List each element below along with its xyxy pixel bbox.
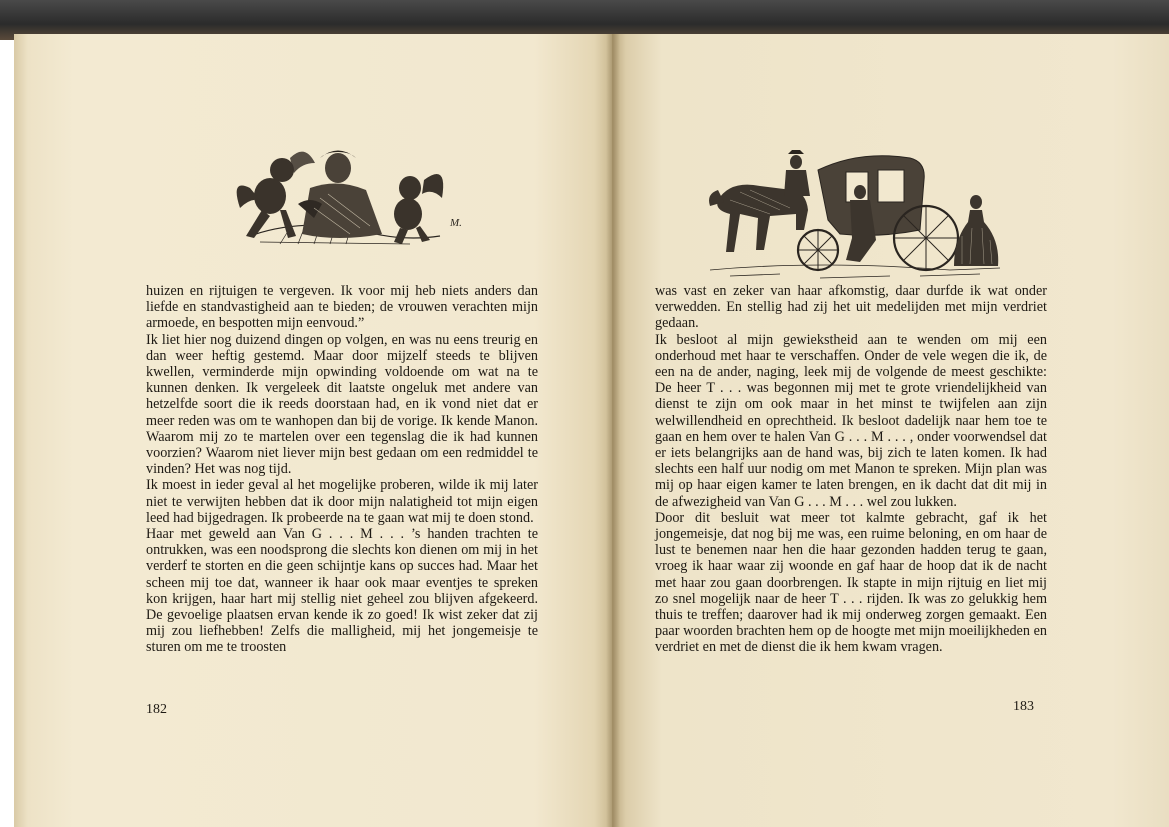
cherubs-illustration [210, 118, 490, 248]
left-paragraph-3: Ik moest in ieder geval al het mogelijke proberen, wilde ik mij later niet te verwijten hebben dat ik door mijn nalatigheid tot mijn eigen leed had bijgedragen. Ik probeerde na te gaan wat mij te doen stond. [146, 477, 538, 526]
right-paragraph-1: was vast en zeker van haar afkomstig, daar durfde ik wat onder verwedden. En stellig had zij het uit medelijden met mijn verdriet gedaan. [655, 283, 1047, 332]
page-number-right: 183 [1013, 699, 1034, 714]
illustration-signature: M. [450, 217, 462, 229]
book-gutter [606, 34, 620, 827]
left-page-text [146, 283, 538, 656]
left-paragraph-4: Haar met geweld aan Van G . . . M . . . ’s handen trachten te ontrukken, was een noodsprong die slechts kon dienen om mij in het verderf te storten en die geen schijntje kans op succes had. Maar het scheen mij toe dat, wanneer ik haar ook maar eventjes te spreken kon krijgen, haar hart mij stellig niet geheel zou blijven afgekeerd. De gevoelige plaatsen ervan kende ik zo goed! Ik wist zeker dat zij mij zou liefhebben! Zelfs die malligheid, mij het jongemeisje te sturen om me te troosten [146, 526, 538, 656]
right-paragraph-3: Door dit besluit wat meer tot kalmte gebracht, gaf ik het jongemeisje, dat nog bij me was, een ruime beloning, en om haar de lust te benemen naar hen die haar gezonden hadden terug te gaan, vroeg ik haar waar zij woonde en gaf haar de hoop dat ik de nacht met haar zou gaan doorbrengen. Ik stapte in mijn rijtuig en liet mij zo snel mogelijk naar de heer T . . . rijden. Ik was zo gelukkig hem thuis te treffen; daarover had ik mij onderweg zorgen gemaakt. Een paar woorden brachten hem op de hoogte met mijn moeilijkheden en verdriet en met de dienst die ik hem kwam vragen. [655, 509, 1047, 656]
page-number-left: 182 [146, 702, 167, 717]
left-paragraph-1: huizen en rijtuigen te vergeven. Ik voor mij heb niets anders dan liefde en standvastigheid aan te bieden; de vrouwen verachten mijn armoede, en bespotten mijn eenvoud.” [146, 283, 538, 332]
right-paragraph-2: Ik besloot al mijn gewiekstheid aan te wenden om mij een onderhoud met haar te verschaffen. Onder de vele wegen die ik, de een na de ander, naging, leek mij de volgende de meest geschikte: De heer T . . . was begonnen mij met te grote vriendelijkheid van dienst te zijn om ook maar in het minst te twijfelen aan zijn welwillendheid en oprechtheid. Ik besloot dadelijk naar hem toe te gaan en hem over te halen Van G . . . M . . . , onder voorwendsel dat er iets belangrijks aan de hand was, bij zich te laten komen. Ik had slechts een half uur nodig om met Manon te spreken. Mijn plan was mij op haar eigen kamer te laten brengen, en ik dacht dat dit mij in de afwezigheid van Van G . . . M . . . wel zou lukken. [655, 331, 1047, 510]
left-paragraph-2: Ik liet hier nog duizend dingen op volgen, en was nu eens treurig en dan weer heftig gestemd. Maar door mijzelf steeds te blijven kwellen, verminderde mijn opwinding voldoende om wat na te kunnen denken. Ik vergeleek dit laatste ongeluk met andere van hetzelfde soort die ik reeds doorstaan had, en ik vond niet dat er meer reden was om te wanhopen dan bij de vorige. Ik kende Manon. Waarom mij zo te martelen over een tegenslag die ik had kunnen voorzien? Waarom niet liever mijn best gedaan om een redmiddel te vinden? Het was nog tijd. [146, 331, 538, 478]
carriage-illustration [700, 110, 1020, 292]
right-page-text [655, 283, 1047, 656]
